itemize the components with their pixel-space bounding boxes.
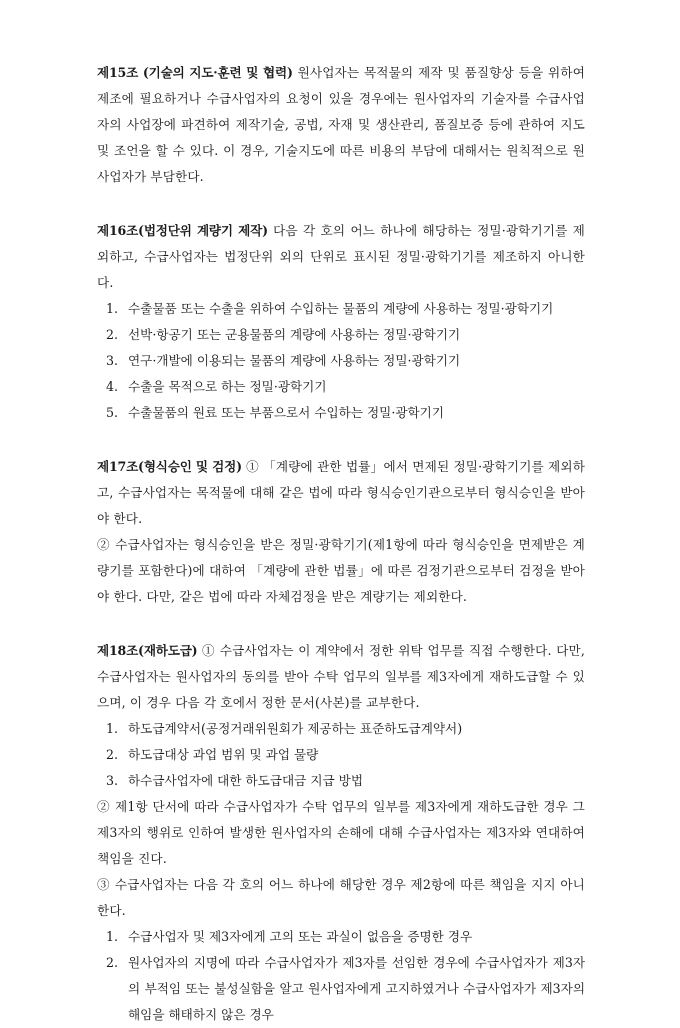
article-16-paragraph bbox=[97, 218, 585, 296]
article-18-item-list-1 bbox=[97, 716, 585, 794]
article-16-item-list bbox=[97, 296, 585, 426]
item-text: 하도급대상 과업 범위 및 과업 물량 bbox=[128, 747, 319, 762]
article-16 bbox=[97, 218, 585, 426]
article-17 bbox=[97, 454, 585, 610]
list-item bbox=[97, 742, 585, 768]
list-item bbox=[97, 768, 585, 794]
item-text: 하도급계약서(공정거래위원회가 제공하는 표준하도급계약서) bbox=[128, 721, 463, 736]
item-text: 수급사업자 및 제3자에게 고의 또는 과실이 없음을 증명한 경우 bbox=[128, 929, 473, 944]
article-17-paragraph-1 bbox=[97, 454, 585, 532]
item-text: 원사업자의 지명에 따라 수급사업자가 제3자를 선임한 경우에 수급사업자가 제3자의 부적임 또는 불성실함을 알고 원사업자에게 고지하였거나 수급사업자가 제3자의 해임을 해태하지 않은 경우 bbox=[128, 955, 585, 1022]
article-18-paragraph-1 bbox=[97, 638, 585, 716]
list-item bbox=[97, 348, 585, 374]
article-18-heading: 제18조(재하도급) bbox=[97, 643, 198, 658]
list-item bbox=[97, 716, 585, 742]
item-text: 연구·개발에 이용되는 물품의 계량에 사용하는 정밀·광학기기 bbox=[128, 353, 461, 368]
article-15-body: 원사업자는 목적물의 제작 및 품질향상 등을 위하여 제조에 필요하거나 수급사업자의 요청이 있을 경우에는 원사업자의 기술자를 수급사업자의 사업장에 파견하여 제작기술, 공법, 자재 및 생산관리, 품질보증 등에 관하여 지도 및 조언을 할 수 있다. 이 경우, 기술지도에 따른 비용의 부담에 대해서는 원칙적으로 원사업자가 부담한다. bbox=[97, 65, 586, 184]
item-number: 1. bbox=[106, 721, 119, 736]
article-17-heading: 제17조(형식승인 및 검정) bbox=[97, 459, 242, 474]
article-15-paragraph bbox=[97, 60, 585, 190]
item-number: 1. bbox=[106, 301, 119, 316]
item-number: 1. bbox=[106, 929, 119, 944]
item-number: 5. bbox=[106, 405, 119, 420]
item-text: 하수급사업자에 대한 하도급대금 지급 방법 bbox=[128, 773, 363, 788]
article-15 bbox=[97, 60, 585, 190]
item-number: 3. bbox=[106, 773, 119, 788]
article-18-item-list-2 bbox=[97, 924, 585, 1028]
item-number: 2. bbox=[106, 955, 119, 970]
document-page bbox=[97, 60, 585, 1028]
article-16-heading: 제16조(법정단위 계량기 제작) bbox=[97, 223, 268, 238]
item-number: 4. bbox=[106, 379, 119, 394]
article-18 bbox=[97, 638, 585, 1028]
item-text: 수출물품의 원료 또는 부품으로서 수입하는 정밀·광학기기 bbox=[128, 405, 444, 420]
item-text: 수출물품 또는 수출을 위하여 수입하는 물품의 계량에 사용하는 정밀·광학기기 bbox=[128, 301, 554, 316]
article-18-body: ① 수급사업자는 이 계약에서 정한 위탁 업무를 직접 수행한다. 다만, 수급사업자는 원사업자의 동의를 받아 수탁 업무의 일부를 제3자에게 재하도급할 수 있으며, 이 경우 다음 각 호에서 정한 문서(사본)를 교부한다. bbox=[97, 643, 585, 710]
list-item bbox=[97, 400, 585, 426]
article-15-heading: 제15조 (기술의 지도·훈련 및 협력) bbox=[97, 65, 293, 80]
item-text: 선박·항공기 또는 군용물품의 계량에 사용하는 정밀·광학기기 bbox=[128, 327, 461, 342]
item-number: 2. bbox=[106, 327, 119, 342]
list-item bbox=[97, 924, 585, 950]
list-item bbox=[97, 296, 585, 322]
article-17-body: ① 「계량에 관한 법률」에서 면제된 정밀·광학기기를 제외하고, 수급사업자는 목적물에 대해 같은 법에 따라 형식승인기관으로부터 형식승인을 받아야 한다. bbox=[97, 459, 586, 526]
item-number: 3. bbox=[106, 353, 119, 368]
article-18-paragraph-3: ③ 수급사업자는 다음 각 호의 어느 하나에 해당한 경우 제2항에 따른 책임을 지지 아니한다. bbox=[97, 877, 585, 918]
article-17-paragraph-2: ② 수급사업자는 형식승인을 받은 정밀·광학기기(제1항에 따라 형식승인을 면제받은 계량기를 포함한다)에 대하여 「계량에 관한 법률」에 따른 검정기관으로부터 검정을 받아야 한다. 다만, 같은 법에 따라 자체검정을 받은 계량기는 제외한다. bbox=[97, 537, 585, 604]
list-item bbox=[97, 322, 585, 348]
item-number: 2. bbox=[106, 747, 119, 762]
article-16-body: 다음 각 호의 어느 하나에 해당하는 정밀·광학기기를 제외하고, 수급사업자는 법정단위 외의 단위로 표시된 정밀·광학기기를 제조하지 아니한다. bbox=[97, 223, 585, 290]
item-text: 수출을 목적으로 하는 정밀·광학기기 bbox=[128, 379, 327, 394]
article-18-paragraph-2: ② 제1항 단서에 따라 수급사업자가 수탁 업무의 일부를 제3자에게 재하도급한 경우 그 제3자의 행위로 인하여 발생한 원사업자의 손해에 대해 수급사업자는 제3자와 연대하여 책임을 진다. bbox=[97, 799, 585, 866]
list-item bbox=[97, 374, 585, 400]
